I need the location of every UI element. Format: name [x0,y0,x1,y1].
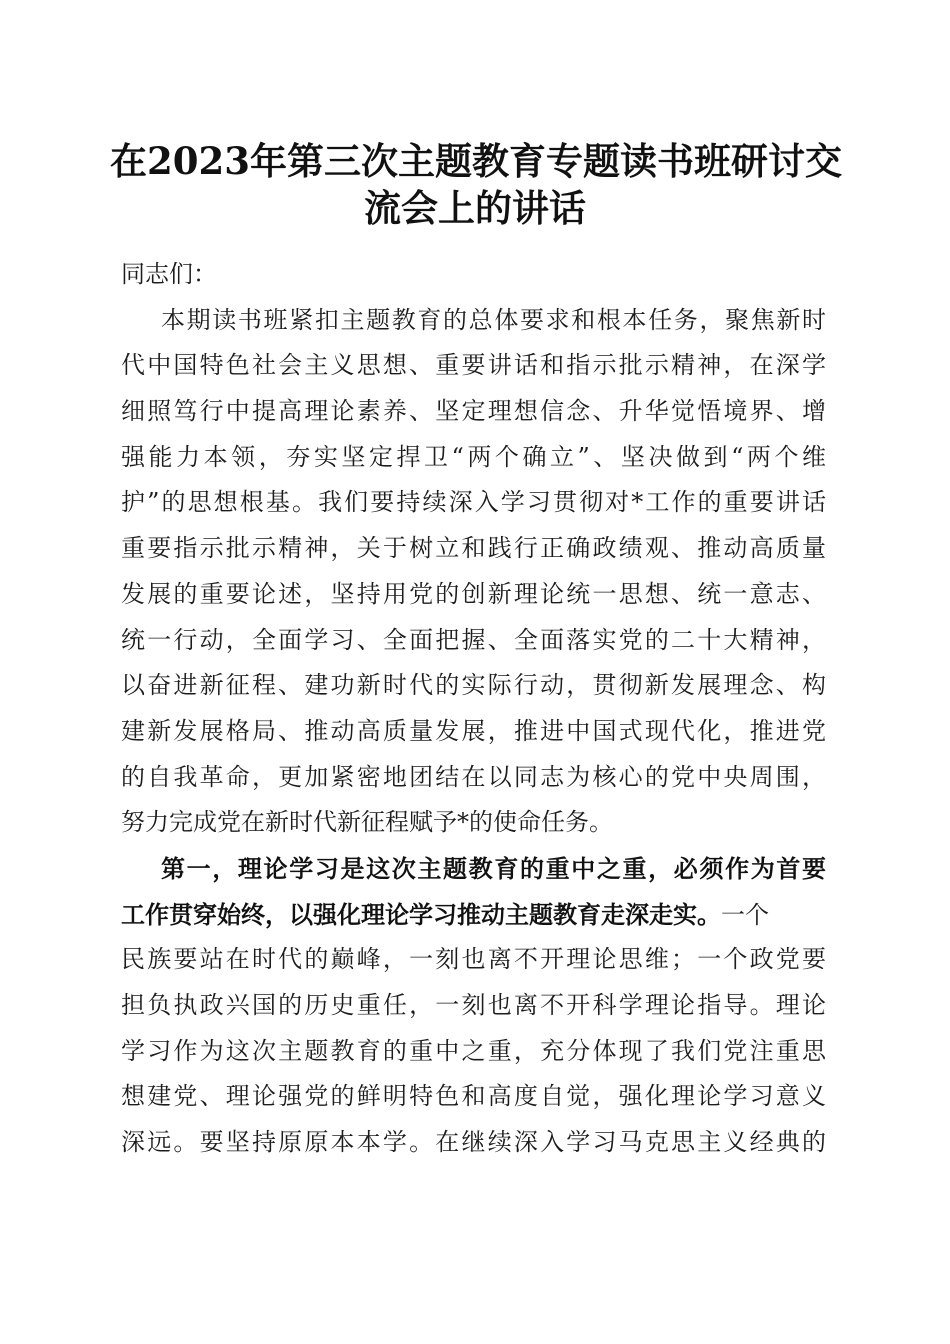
salutation: 同志们： [121,260,217,288]
paragraph-line: 细照笃行中提高理论素养、坚定理想信念、升华觉悟境界、增 [121,397,826,426]
paragraph-line: 统一行动，全面学习、全面把握、全面落实党的二十大精神， [121,625,826,654]
paragraph-line: 本期读书班紧扣主题教育的总体要求和根本任务，聚焦新时 [161,305,826,334]
paragraph-heading-segment: 工作贯穿始终，以强化理论学习推动主题教育走深走实。 [121,899,721,929]
document-body [121,252,826,1166]
title-line-2: 流会上的讲话 [364,186,586,230]
paragraph-2 [121,846,826,1166]
paragraph-line: 以奋进新征程、建功新时代的实际行动，贯彻新发展理念、构 [121,671,826,700]
paragraph-line: 想建党、理论强党的鲜明特色和高度自觉，强化理论学习意义 [121,1082,826,1111]
paragraph-line: 代中国特色社会主义思想、重要讲话和指示批示精神，在深学 [121,351,826,380]
paragraph-line: 强能力本领，夯实坚定捍卫“两个确立”、坚决做到“两个维 [121,442,826,471]
paragraph-line: 学习作为这次主题教育的重中之重，充分体现了我们党注重思 [121,1036,826,1065]
paragraph-line: 发展的重要论述，坚持用党的创新理论统一思想、统一意志、 [121,579,826,608]
title-line-1: 在2023年第三次主题教育专题读书班研讨交 [110,139,842,183]
paragraph-mixed-line [121,892,826,938]
paragraph-line: 护”的思想根基。我们要持续深入学习贯彻对*工作的重要讲话 [121,488,826,517]
paragraph-line: 建新发展格局、推动高质量发展，推进中国式现代化，推进党 [121,716,826,745]
document-title [110,138,840,232]
paragraph-line: 担负执政兴国的历史重任，一刻也离不开科学理论指导。理论 [121,991,826,1019]
paragraph-1 [121,298,826,846]
paragraph-line: 重要指示批示精神，关于树立和践行正确政绩观、推动高质量 [121,534,826,563]
paragraph-heading-line: 第一，理论学习是这次主题教育的重中之重，必须作为首要 [161,853,826,883]
paragraph-line: 的自我革命，更加紧密地团结在以同志为核心的党中央周围， [121,762,826,791]
paragraph-line: 深远。要坚持原原本本学。在继续深入学习马克思主义经典的 [121,1128,826,1157]
paragraph-line: 努力完成党在新时代新征程赋予*的使命任务。 [121,808,613,837]
paragraph-text-segment: 一个 [721,900,769,929]
paragraph-line: 民族要站在时代的巅峰，一刻也离不开理论思维；一个政党要 [121,945,826,974]
